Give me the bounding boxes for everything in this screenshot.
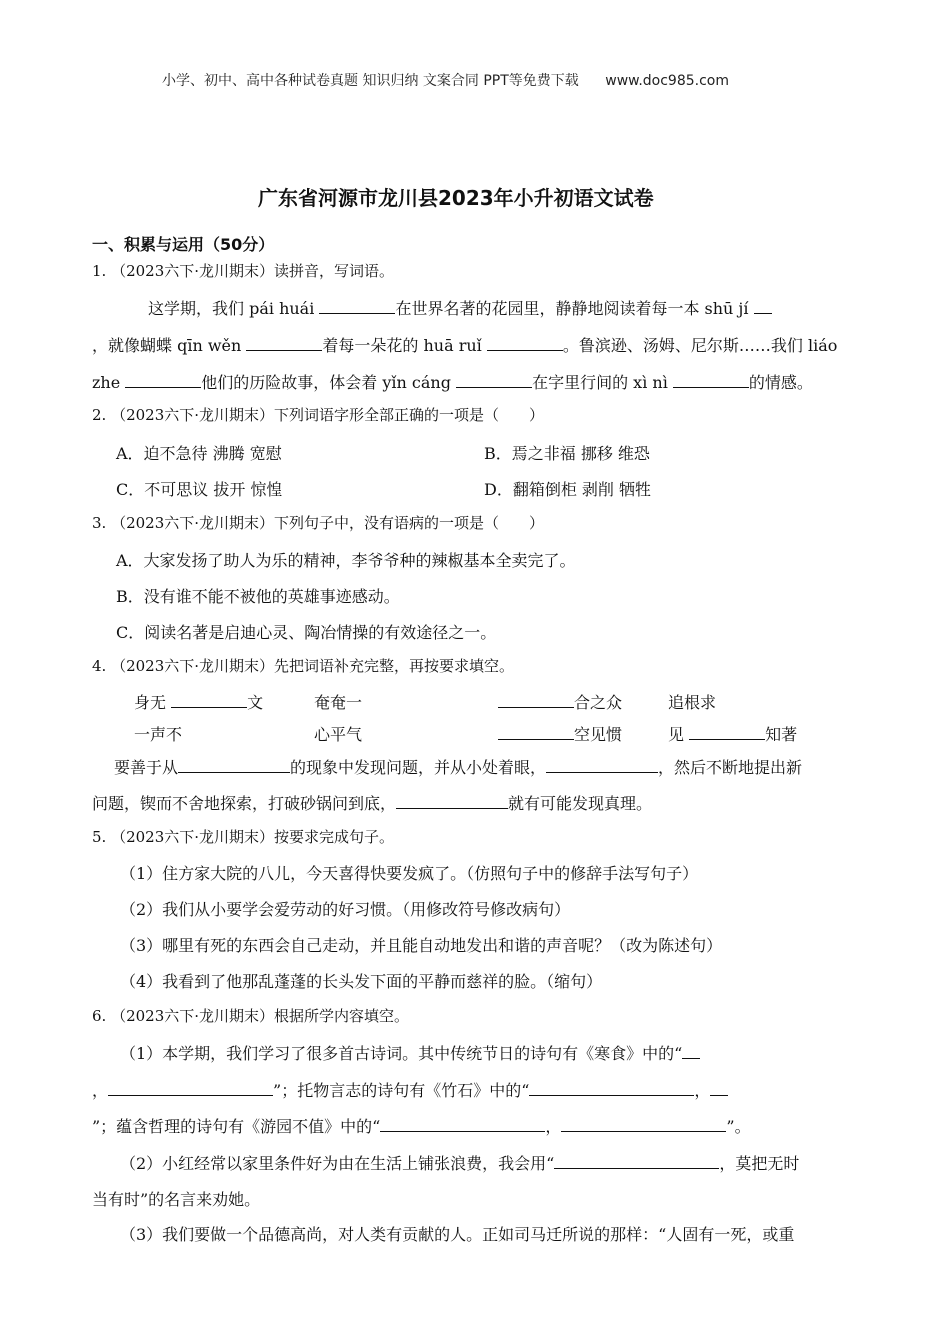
q6-text: ”；蕴含哲理的诗句有《游园不值》中的“: [92, 1117, 381, 1136]
idiom-8: [668, 722, 797, 745]
q4-text: ，然后不断地提出新: [658, 758, 803, 777]
header-site-link[interactable]: www.doc985.com: [605, 73, 729, 89]
answer-blank[interactable]: [529, 1081, 694, 1096]
answer-blank[interactable]: [673, 373, 749, 388]
answer-blank[interactable]: [754, 299, 772, 314]
q1-text: 他们的历险故事，体会着 yǐn cáng: [201, 373, 457, 392]
idiom-text: 文: [247, 693, 264, 712]
answer-blank[interactable]: [546, 758, 658, 773]
answer-blank[interactable]: [710, 1081, 728, 1096]
page-title: 广东省河源市龙川县2023年小升初语文试卷: [258, 186, 654, 210]
idiom-2: 奄奄一: [314, 693, 363, 712]
question-6-line-6: （3）我们要做一个品德高尚，对人类有贡献的人。正如司马迁所说的那样：“人固有一死，或重: [120, 1225, 795, 1244]
question-1-line-3: [92, 370, 813, 393]
idiom-7: [498, 722, 622, 745]
question-6-line-5: 当有时”的名言来劝她。: [92, 1190, 261, 1209]
question-5-stem: 5. （2023六下·龙川期末）按要求完成句子。: [92, 828, 395, 846]
question-1-stem: 1. （2023六下·龙川期末）读拼音，写词语。: [92, 262, 395, 280]
q6-text: ，: [92, 1081, 109, 1100]
idiom-6: 心平气: [314, 725, 363, 744]
q1-text: 着每一朵花的 huā ruǐ: [322, 336, 487, 355]
answer-blank[interactable]: [319, 299, 395, 314]
q1-text: zhe: [92, 373, 126, 392]
option-2-b[interactable]: B．焉之非福 挪移 维恐: [484, 444, 650, 463]
q1-text: ，就像蝴蝶 qīn wěn: [92, 336, 247, 355]
q4-text: 问题，锲而不舍地探索，打破砂锅问到底，: [92, 794, 397, 813]
answer-blank[interactable]: [456, 373, 532, 388]
q1-text: 。鲁滨逊、汤姆、尼尔斯……我们 liáo: [562, 336, 838, 355]
q1-text: 的情感。: [748, 373, 813, 392]
question-6-line-3: [92, 1114, 751, 1137]
answer-blank[interactable]: [396, 794, 508, 809]
option-2-a[interactable]: A．迫不急待 沸腾 宽慰: [116, 444, 282, 463]
idiom-text: 知著: [765, 725, 798, 744]
q6-text: （2）小红经常以家里条件好为由在生活上铺张浪费，我会用“: [120, 1154, 555, 1173]
answer-blank[interactable]: [487, 336, 563, 351]
question-2-stem: 2. （2023六下·龙川期末）下列词语字形全部正确的一项是（ ）: [92, 406, 545, 424]
option-3-a[interactable]: A．大家发扬了助人为乐的精神，李爷爷种的辣椒基本全卖完了。: [116, 551, 576, 570]
question-6-stem: 6. （2023六下·龙川期末）根据所学内容填空。: [92, 1007, 410, 1025]
idiom-4: 追根求: [668, 693, 717, 712]
q6-text: ，: [694, 1081, 711, 1100]
question-1-line-2: [92, 333, 837, 356]
option-2-d[interactable]: D．翻箱倒柜 剥削 牺牲: [484, 480, 652, 499]
answer-blank[interactable]: [246, 336, 322, 351]
q6-text: ”；托物言志的诗句有《竹石》中的“: [273, 1081, 530, 1100]
idiom-text: 身无: [134, 693, 172, 712]
q6-text: ，莫把无时: [719, 1154, 800, 1173]
option-3-c[interactable]: C．阅读名著是启迪心灵、陶冶情操的有效途径之一。: [116, 623, 497, 642]
idiom-text: 见: [668, 725, 690, 744]
question-5-item-3: （3）哪里有死的东西会自己走动，并且能自动地发出和谐的声音呢？（改为陈述句）: [120, 936, 723, 955]
question-5-item-4: （4）我看到了他那乱蓬蓬的长头发下面的平静而慈祥的脸。（缩句）: [120, 972, 603, 991]
answer-blank[interactable]: [682, 1044, 700, 1059]
answer-blank[interactable]: [108, 1081, 273, 1096]
answer-blank[interactable]: [125, 373, 201, 388]
q4-text: 要善于从: [114, 758, 179, 777]
q1-text: 这学期，我们 pái huái: [148, 299, 320, 318]
idiom-1: [134, 690, 263, 713]
page-header: [162, 70, 729, 90]
q4-text: 的现象中发现问题，并从小处着眼，: [290, 758, 547, 777]
question-5-item-1: （1）住方家大院的八儿，今天喜得快要发疯了。（仿照句子中的修辞手法写句子）: [120, 864, 699, 883]
idiom-text: 合之众: [574, 693, 623, 712]
q6-text: （1）本学期，我们学习了很多首古诗词。其中传统节日的诗句有《寒食》中的“: [120, 1044, 683, 1063]
answer-blank[interactable]: [171, 693, 247, 708]
question-4-para-2: [92, 791, 652, 814]
idiom-5: 一声不: [134, 725, 183, 744]
answer-blank[interactable]: [689, 725, 765, 740]
question-5-item-2: （2）我们从小要学会爱劳动的好习惯。（用修改符号修改病句）: [120, 900, 571, 919]
answer-blank[interactable]: [380, 1117, 545, 1132]
question-6-line-4: [120, 1151, 799, 1174]
section-heading: 一、积累与运用（50分）: [92, 235, 275, 254]
q4-text: 就有可能发现真理。: [508, 794, 653, 813]
answer-blank[interactable]: [554, 1154, 719, 1169]
question-6-line-1: [120, 1041, 700, 1064]
option-2-c[interactable]: C．不可思议 拔开 惊惶: [116, 480, 283, 499]
question-4-stem: 4. （2023六下·龙川期末）先把词语补充完整，再按要求填空。: [92, 657, 515, 675]
answer-blank[interactable]: [178, 758, 290, 773]
answer-blank[interactable]: [498, 693, 574, 708]
q6-text: ，: [545, 1117, 562, 1136]
idiom-3: [498, 690, 622, 713]
question-4-para-1: [114, 755, 802, 778]
question-3-stem: 3. （2023六下·龙川期末）下列句子中，没有语病的一项是（ ）: [92, 514, 545, 532]
idiom-text: 空见惯: [574, 725, 623, 744]
q1-text: 在世界名著的花园里，静静地阅读着每一本 shū jí: [395, 299, 754, 318]
answer-blank[interactable]: [498, 725, 574, 740]
option-3-b[interactable]: B．没有谁不能不被他的英雄事迹感动。: [116, 587, 400, 606]
answer-blank[interactable]: [561, 1117, 726, 1132]
question-6-line-2: [92, 1078, 728, 1101]
q6-text: ”。: [726, 1117, 751, 1136]
question-1-line-1: [148, 296, 772, 319]
q1-text: 在字里行间的 xì nì: [532, 373, 673, 392]
header-text: 小学、初中、高中各种试卷真题 知识归纳 文案合同 PPT等免费下载: [162, 73, 579, 89]
